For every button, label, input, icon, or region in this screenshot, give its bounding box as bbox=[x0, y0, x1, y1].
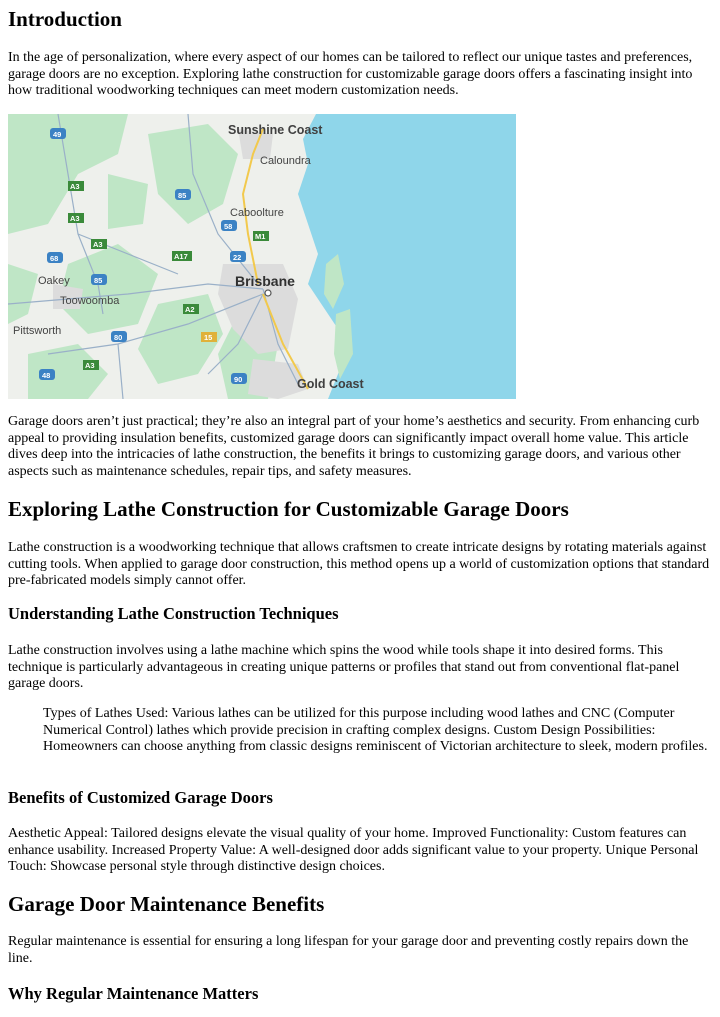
svg-text:80: 80 bbox=[114, 333, 123, 342]
benefits-paragraph: Aesthetic Appeal: Tailored designs elevate the visual quality of your home. Improved Functionality: Custom features can enhance usability. Increased Property Value: A well-designed door adds significant value to your property. Unique Personal Touch: Showcase personal style through distinctive design choices. bbox=[8, 826, 699, 874]
label-toowoomba: Toowoomba bbox=[60, 295, 120, 307]
svg-text:85: 85 bbox=[178, 191, 187, 200]
svg-text:A3: A3 bbox=[93, 240, 103, 249]
intro-heading: Introduction bbox=[8, 7, 122, 31]
svg-text:48: 48 bbox=[42, 371, 51, 380]
svg-text:15: 15 bbox=[204, 333, 213, 342]
svg-text:A3: A3 bbox=[70, 182, 80, 191]
label-brisbane: Brisbane bbox=[235, 273, 295, 289]
label-oakey: Oakey bbox=[38, 275, 70, 287]
svg-text:A17: A17 bbox=[174, 252, 188, 261]
svg-text:M1: M1 bbox=[255, 232, 266, 241]
understanding-heading: Understanding Lathe Construction Techniques bbox=[8, 604, 339, 623]
svg-text:68: 68 bbox=[50, 254, 59, 263]
label-sunshine-coast: Sunshine Coast bbox=[228, 123, 323, 137]
intro-paragraph: In the age of personalization, where every aspect of our homes can be tailored to reflect our unique tastes and preferences, garage doors are no exception. Exploring lathe construction for customizable garage doors offers a fascinating insight into how traditional woodworking techniques can meet modern customization needs. bbox=[8, 50, 693, 98]
svg-text:58: 58 bbox=[224, 222, 233, 231]
svg-text:49: 49 bbox=[53, 130, 62, 139]
maintenance-heading: Garage Door Maintenance Benefits bbox=[8, 892, 325, 916]
svg-text:85: 85 bbox=[94, 276, 103, 285]
garage-paragraph: Garage doors aren’t just practical; they’re also an integral part of your home’s aesthetics and security. From enhancing curb appeal to providing insulation benefits, customized garage doors can significantly impact overall home value. This article dives deep into the intricacies of lathe construction, the benefits it brings to customizing garage doors, and various other aspects such as maintenance schedules, repair tips, and safety measures. bbox=[8, 414, 700, 479]
why-heading: Why Regular Maintenance Matters bbox=[8, 984, 259, 1003]
lathe-heading: Exploring Lathe Construction for Customizable Garage Doors bbox=[8, 497, 569, 521]
svg-text:A2: A2 bbox=[185, 305, 195, 314]
brisbane-marker bbox=[265, 290, 271, 296]
benefits-heading: Benefits of Customized Garage Doors bbox=[8, 788, 273, 807]
lathe-paragraph: Lathe construction is a woodworking technique that allows craftsmen to create intricate designs by rotating materials against cutting tools. When applied to garage door construction, this method opens up a world of customization options that standard pre-fabricated models simply cannot offer. bbox=[8, 540, 710, 588]
map-image bbox=[8, 114, 516, 399]
maintenance-paragraph: Regular maintenance is essential for ensuring a long lifespan for your garage door and preventing costly repairs down the line. bbox=[8, 934, 689, 966]
svg-text:22: 22 bbox=[233, 253, 242, 262]
svg-text:90: 90 bbox=[234, 375, 243, 384]
understanding-blockquote: Types of Lathes Used: Various lathes can be utilized for this purpose including wood lathes and CNC (Computer Numerical Control) lathes which provide precision in crafting complex designs. Custom Design Possibilities: Homeowners can choose anything from classic designs reminiscent of Victorian architecture to sleek, modern profiles. bbox=[43, 706, 708, 754]
understanding-paragraph: Lathe construction involves using a lathe machine which spins the wood while tools shape it into desired forms. This technique is particularly advantageous in creating unique patterns or profiles that stand out from conventional flat-panel garage doors. bbox=[8, 643, 680, 691]
svg-text:A3: A3 bbox=[70, 214, 80, 223]
label-gold-coast: Gold Coast bbox=[297, 377, 364, 391]
label-pittsworth: Pittsworth bbox=[13, 325, 62, 337]
svg-text:A3: A3 bbox=[85, 361, 95, 370]
label-caloundra: Caloundra bbox=[260, 155, 311, 167]
label-caboolture: Caboolture bbox=[230, 207, 284, 219]
